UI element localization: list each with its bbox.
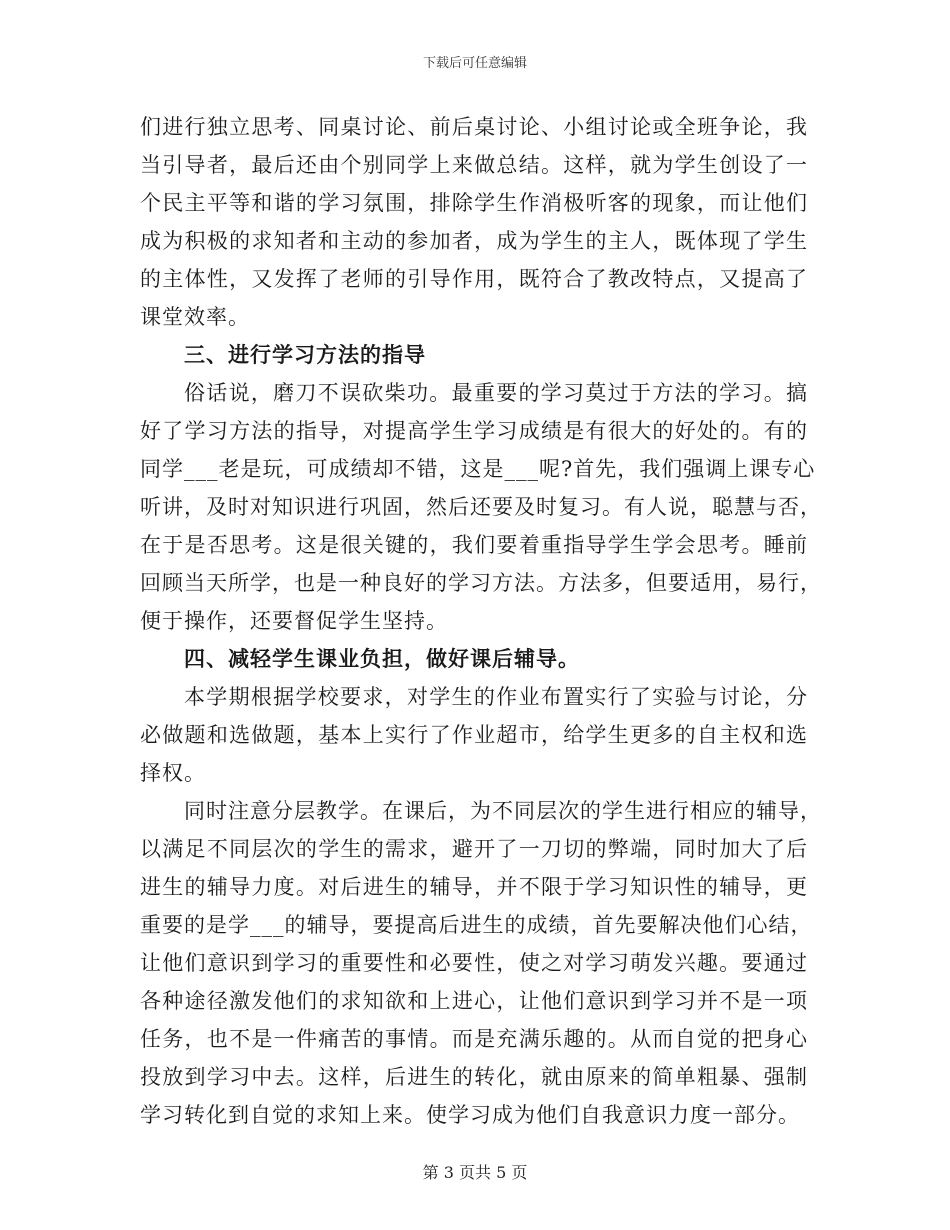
- paragraph-line: 必做题和选做题，基本上实行了作业超市，给学生更多的自主权和选: [140, 723, 808, 747]
- paragraph-line: 课堂效率。: [140, 305, 250, 329]
- paragraph-line: 学习转化到自觉的求知上来。使学习成为他们自我意识力度一部分。: [140, 1103, 800, 1127]
- paragraph-line: 各种途径激发他们的求知欲和上进心，让他们意识到学习并不是一项: [140, 989, 808, 1013]
- paragraph-line: 择权。: [140, 761, 206, 785]
- paragraph-line: 同时注意分层教学。在课后，为不同层次的学生进行相应的辅导，: [184, 799, 822, 823]
- paragraph-line: 俗话说，磨刀不误砍柴功。最重要的学习莫过于方法的学习。搞: [184, 381, 808, 405]
- paragraph-line: 让他们意识到学习的重要性和必要性，使之对学习萌发兴趣。要通过: [140, 951, 808, 975]
- page-header: 下载后可任意编辑: [422, 56, 527, 71]
- paragraph-line: 便于操作，还要督促学生坚持。: [140, 609, 448, 633]
- document-body: [140, 108, 822, 1134]
- paragraph-line: 在于是否思考。这是很关键的，我们要着重指导学生学会思考。睡前: [140, 533, 808, 557]
- paragraph-line: 个民主平等和谐的学习氛围，排除学生作消极听客的现象，而让他们: [140, 191, 808, 215]
- paragraph-line: 本学期根据学校要求，对学生的作业布置实行了实验与讨论，分: [184, 685, 808, 709]
- paragraph-line: 听讲，及时对知识进行巩固，然后还要及时复习。有人说，聪慧与否，: [140, 495, 822, 519]
- paragraph-line: 重要的是学___的辅导，要提高后进生的成绩，首先要解决他们心结，: [140, 913, 813, 937]
- section-heading: 四、减轻学生课业负担，做好课后辅导。: [184, 646, 580, 671]
- paragraph-line: 进生的辅导力度。对后进生的辅导，并不限于学习知识性的辅导，更: [140, 875, 808, 899]
- paragraph-line: 同学___老是玩，可成绩却不错，这是___呢?首先，我们强调上课专心: [140, 457, 816, 481]
- page-footer: 第 3 页共 5 页: [422, 1163, 528, 1182]
- paragraph-line: 以满足不同层次的学生的需求，避开了一刀切的弊端，同时加大了后: [140, 837, 808, 861]
- paragraph-line: 投放到学习中去。这样，后进生的转化，就由原来的简单粗暴、强制: [140, 1065, 808, 1089]
- paragraph-line: 好了学习方法的指导，对提高学生学习成绩是有很大的好处的。有的: [140, 419, 808, 443]
- paragraph-line: 回顾当天所学，也是一种良好的学习方法。方法多，但要适用，易行，: [140, 571, 822, 595]
- paragraph-line: 们进行独立思考、同桌讨论、前后桌讨论、小组讨论或全班争论，我: [140, 115, 808, 139]
- paragraph-line: 成为积极的求知者和主动的参加者，成为学生的主人，既体现了学生: [140, 229, 808, 253]
- paragraph-line: 当引导者，最后还由个别同学上来做总结。这样，就为学生创设了一: [140, 153, 808, 177]
- paragraph-line: 的主体性，又发挥了老师的引导作用，既符合了教改特点，又提高了: [140, 267, 808, 291]
- paragraph-line: 任务，也不是一件痛苦的事情。而是充满乐趣的。从而自觉的把身心: [140, 1027, 808, 1051]
- section-heading: 三、进行学习方法的指导: [184, 342, 426, 367]
